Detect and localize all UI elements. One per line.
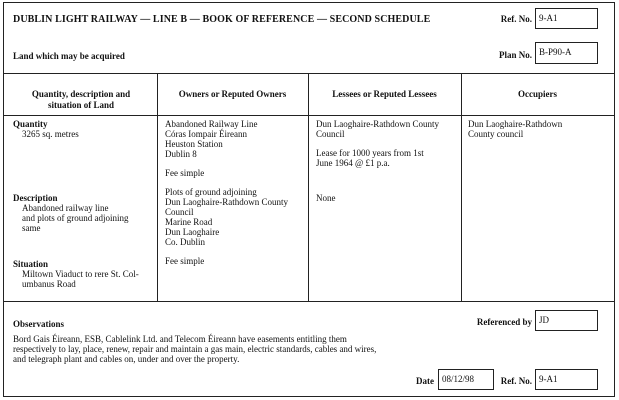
owner-tenure: Fee simple: [165, 168, 205, 178]
date-label: Date: [416, 376, 434, 386]
quantity-title: Quantity: [13, 119, 48, 129]
quantity-value: 3265 sq. metres: [22, 129, 79, 139]
referenced-by-label: Referenced by: [476, 317, 532, 327]
owner-line: Marine Road: [165, 217, 213, 227]
observation-line: respectively to lay, place, renew, repair and maintain a gas main, electric standards, cables and wires,: [13, 344, 377, 354]
owners-cell: [165, 119, 307, 266]
occupier-line: Dun Laoghaire-Rathdown: [468, 119, 563, 129]
situation-title: Situation: [13, 259, 49, 269]
observation-line: and telegraph plant and cables on, under and over the property.: [13, 354, 240, 364]
column-divider-3: [461, 73, 462, 301]
document-title: DUBLIN LIGHT RAILWAY — LINE B — BOOK OF REFERENCE — SECOND SCHEDULE: [13, 14, 431, 25]
header-bottom-rule: [4, 115, 614, 116]
book-of-reference-form: [3, 2, 615, 397]
lease-line: Lease for 1000 years from 1st: [316, 148, 424, 158]
column-header-lessees: Lessees or Reputed Lessees: [332, 89, 437, 99]
column-divider-1: [157, 73, 158, 301]
lessees-cell: [316, 119, 460, 168]
description-line: and plots of ground adjoining: [22, 213, 129, 223]
quantity-section: [13, 119, 153, 139]
document-subtitle: Land which may be acquired: [13, 51, 125, 61]
description-line: Abandoned railway line: [22, 203, 109, 213]
owner-line: Dublin 8: [165, 149, 197, 159]
occupier-line: County council: [468, 129, 524, 139]
lessee-line: Council: [316, 129, 345, 139]
table-top-rule: [4, 73, 614, 74]
ref-no-label: Ref. No.: [500, 14, 532, 24]
column-header-owners: Owners or Reputed Owners: [178, 89, 287, 99]
owner-line: Abandoned Railway Line: [165, 119, 258, 129]
occupiers-cell: [468, 119, 612, 139]
observations-title: Observations: [13, 319, 65, 329]
lessee-none-text: None: [316, 193, 336, 203]
owner-line: Plots of ground adjoining: [165, 187, 257, 197]
situation-line: Miltown Viaduct to rere St. Col-: [22, 269, 139, 279]
lessee-line: Dun Laoghaire-Rathdown County: [316, 119, 439, 129]
owner-line: Council: [165, 207, 194, 217]
lessees-none: [316, 193, 460, 203]
column-header-occupiers: Occupiers: [518, 89, 557, 99]
observations-text: [13, 334, 533, 364]
owner-line: Córas Iompair Éireann: [165, 129, 247, 139]
situation-section: [13, 259, 153, 289]
owner-line: Dun Laoghaire: [165, 227, 220, 237]
plan-no-label: Plan No.: [498, 50, 532, 60]
table-bottom-rule: [4, 301, 614, 302]
date-field[interactable]: 08/12/98: [438, 369, 494, 390]
ref-no-bottom-label: Ref. No.: [500, 376, 532, 386]
description-title: Description: [13, 193, 58, 203]
lease-line: June 1964 @ £1 p.a.: [316, 158, 390, 168]
ref-no-field[interactable]: 9-A1: [535, 8, 598, 29]
observation-line: Bord Gais Éireann, ESB, Cablelink Ltd. and Telecom Éireann have easements entitling them: [13, 334, 347, 344]
situation-line: umbanus Road: [22, 279, 76, 289]
owner-line: Heuston Station: [165, 139, 223, 149]
ref-no-bottom-field[interactable]: 9-A1: [535, 369, 598, 390]
owner-line: Dun Laoghaire-Rathdown County: [165, 197, 288, 207]
referenced-by-field[interactable]: JD: [535, 310, 598, 331]
description-line: same: [22, 223, 41, 233]
owner-tenure: Fee simple: [165, 256, 205, 266]
column-header-land: Quantity, description and situation of Land: [31, 89, 131, 110]
description-section: [13, 193, 153, 233]
owner-line: Co. Dublin: [165, 237, 206, 247]
column-divider-2: [308, 73, 309, 301]
plan-no-field[interactable]: B-P90-A: [535, 42, 598, 64]
